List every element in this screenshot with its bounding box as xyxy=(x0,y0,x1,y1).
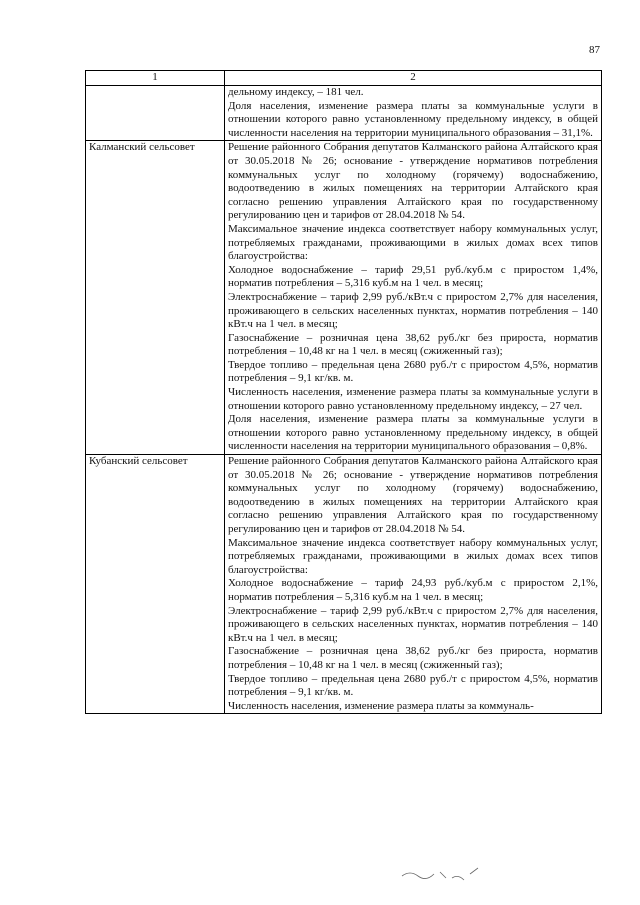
paragraph: Холодное водоснабжение – тариф 29,51 руб./куб.м с приростом 1,4%, норматив потребления – 5,316 куб.м на 1 чел. в месяц; xyxy=(228,263,598,290)
paragraph: Газоснабжение – розничная цена 38,62 руб./кг без прироста, норматив потребления – 10,48 кг на 1 чел. в месяц (сжиженный газ); xyxy=(228,645,598,671)
paragraph: Максимальное значение индекса соответствует набору коммунальных услуг, потребляемых гражданами, проживающими в жилых домах всех типов благоустройства: xyxy=(228,222,598,263)
paragraph: Численность населения, изменение размера платы за коммунальные услуги в отношении которого равно установленному предельному индексу, – 27 чел. xyxy=(228,386,598,412)
description-cell xyxy=(225,141,602,455)
paragraph: Доля населения, изменение размера платы за коммунальные услуги в отношении которого равно установленному предельному индексу, в общей численности населения на территории муниципального образования – 31,1%. xyxy=(228,99,598,139)
paragraph: дельному индексу, – 181 чел. xyxy=(228,86,364,98)
column-header-1: 1 xyxy=(86,71,225,86)
paragraph: Максимальное значение индекса соответствует набору коммунальных услуг, потребляемых гражданами, проживающими в жилых домах всех типов благоустройства: xyxy=(228,536,598,576)
municipality-name-cell: Калманский сельсовет xyxy=(86,141,225,455)
paragraph: Решение районного Собрания депутатов Калманского района Алтайского края от 30.05.2018 № 26; основание - утверждение нормативов потребления коммунальных услуг по холодному (горячему) водоснабжению, водоотведению в жилых помещениях на территории Алтайского края согласно решению управления Алтайского края по государственному регулированию цен и тарифов от 28.04.2018 № 54. xyxy=(228,455,598,535)
paragraph: Решение районного Собрания депутатов Калманского района Алтайского края от 30.05.2018 № 26; основание - утверждение нормативов потребления коммунальных услуг по холодному (горячему) водоснабжению, водоотведению в жилых помещениях на территории Алтайского края согласно решению управления Алтайского края по государственному регулированию цен и тарифов от 28.04.2018 № 54. xyxy=(228,141,598,222)
description-cell xyxy=(225,86,602,141)
municipality-name-cell: Кубанский сельсовет xyxy=(86,455,225,714)
paragraph: Холодное водоснабжение – тариф 24,93 руб./куб.м с приростом 2,1%, норматив потребления – 5,316 куб.м на 1 чел. в месяц; xyxy=(228,577,598,603)
municipality-name-cell xyxy=(86,86,225,141)
paragraph: Электроснабжение – тариф 2,99 руб./кВт.ч с приростом 2,7% для населения, проживающего в сельских населенных пунктах, норматив потребления – 140 кВт.ч на 1 чел. в месяц; xyxy=(228,290,598,331)
paragraph: Численность населения, изменение размера платы за коммуналь- xyxy=(228,699,534,712)
table-header-row xyxy=(86,71,602,86)
handwritten-mark xyxy=(400,858,490,888)
table-row xyxy=(86,141,602,455)
paragraph: Доля населения, изменение размера платы за коммунальные услуги в отношении которого равно установленному предельному индексу, в общей численности населения на территории муниципального образования – 0,8%. xyxy=(228,413,598,453)
document-table xyxy=(85,70,602,714)
paragraph: Газоснабжение – розничная цена 38,62 руб./кг без прироста, норматив потребления – 10,48 кг на 1 чел. в месяц (сжиженный газ); xyxy=(228,331,598,358)
column-header-2: 2 xyxy=(225,71,602,86)
paragraph: Электроснабжение – тариф 2,99 руб./кВт.ч с приростом 2,7% для населения, проживающего в сельских населенных пунктах, норматив потребления – 140 кВт.ч на 1 чел. в месяц; xyxy=(228,604,598,644)
paragraph: Твердое топливо – предельная цена 2680 руб./т с приростом 4,5%, норматив потребления – 9,1 кг/кв. м. xyxy=(228,358,598,385)
paragraph: Твердое топливо – предельная цена 2680 руб./т с приростом 4,5%, норматив потребления – 9,1 кг/кв. м. xyxy=(228,672,598,699)
table-row xyxy=(86,455,602,714)
description-cell xyxy=(225,455,602,714)
page-number: 87 xyxy=(589,44,600,56)
table-row xyxy=(86,86,602,141)
